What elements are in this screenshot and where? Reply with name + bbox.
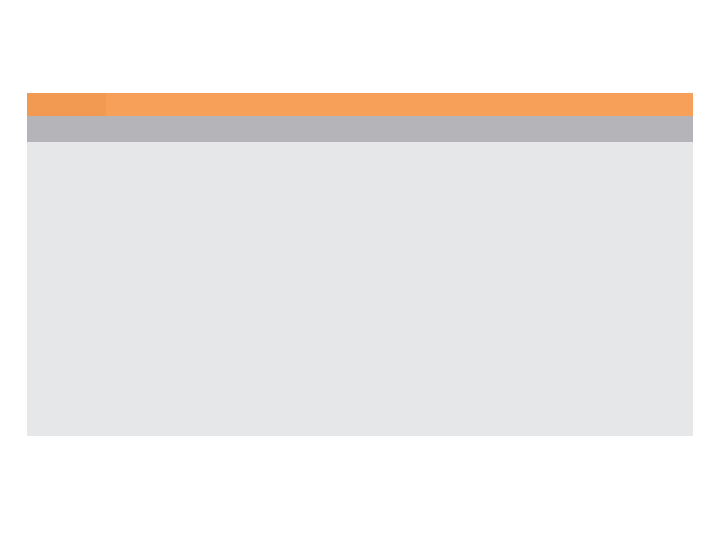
table-number-label <box>27 93 106 116</box>
clotting-factors-table <box>27 93 693 436</box>
table-header-row <box>27 116 693 142</box>
table-banner <box>27 93 693 116</box>
